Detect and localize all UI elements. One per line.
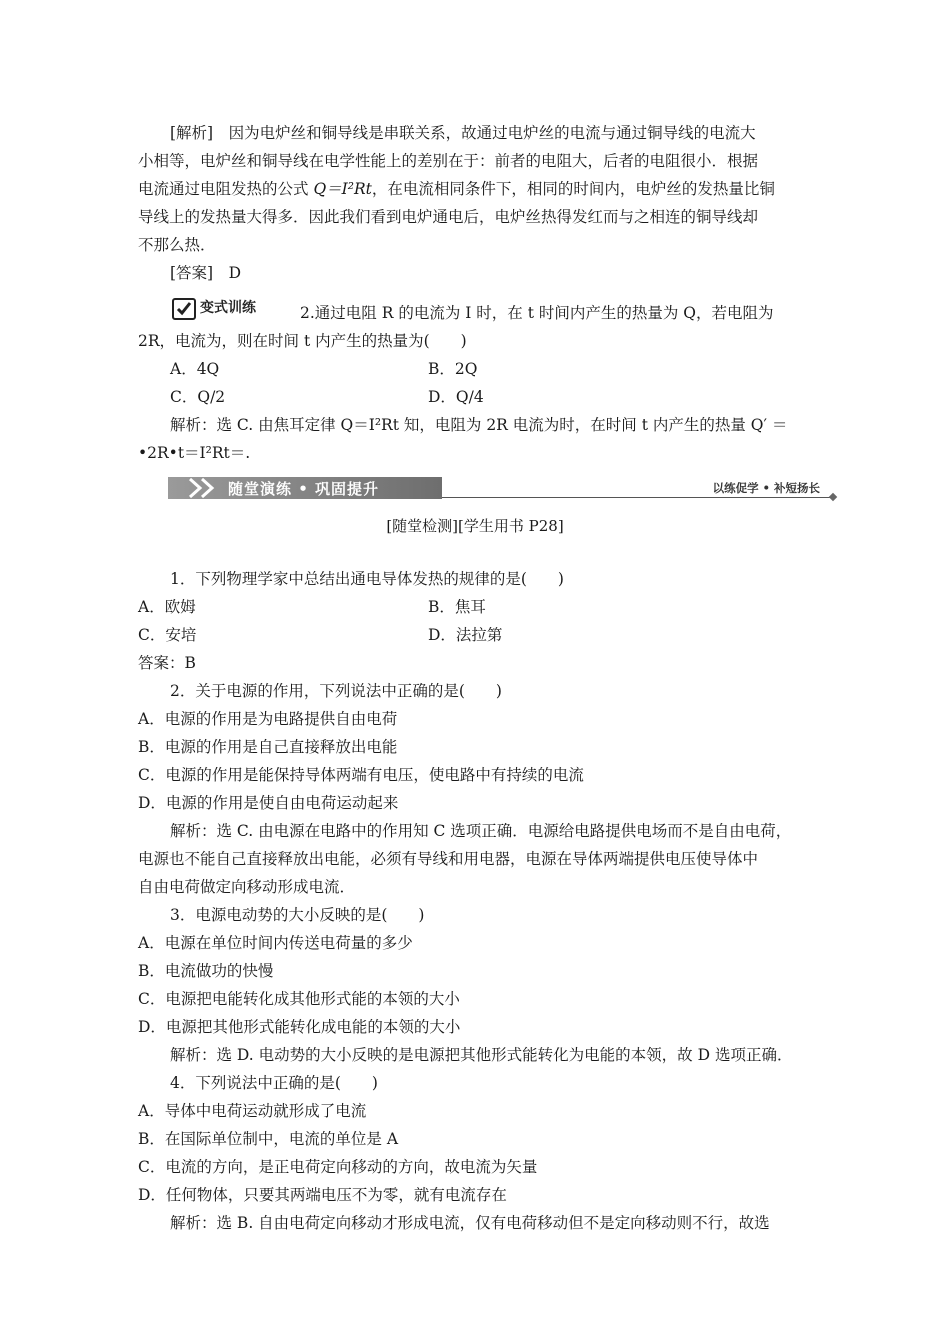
text-span: 电流通过电阻发热的公式 [138,180,314,198]
variant-question-line2: 2R，电流为，则在时间 t 内产生的热量为( ) [138,332,467,350]
q3-option-d: D．电源把其他形式能转化成电能的本领的大小 [138,1018,461,1036]
q2-option-b: B．电源的作用是自己直接释放出电能 [138,738,398,756]
q4-stem: 4．下列说法中正确的是( ) [170,1074,378,1092]
q4-option-d: D．任何物体，只要其两端电压不为零，就有电流存在 [138,1186,507,1204]
q3-option-b: B．电流做功的快慢 [138,962,274,980]
banner-bar [168,477,442,499]
diamond-icon [829,493,837,501]
analysis1-line2: 小相等，电炉丝和铜导线在电学性能上的差别在于：前者的电阻大，后者的电阻很小．根据 [138,152,759,170]
analysis1-line3 [138,179,818,199]
q3-solution: 解析：选 D. 电动势的大小反映的是电源把其他形式能转化为电能的本领，故 D 选项正确． [170,1046,793,1064]
q1-option-b: B．焦耳 [428,598,486,616]
q4-option-b: B．在国际单位制中，电流的单位是 A [138,1130,399,1148]
q1-option-c: C．安培 [138,626,197,644]
banner-title: 随堂演练 • 巩固提升 [228,480,380,498]
analysis1-answer: [答案] D [170,264,242,282]
q4-option-c: C．电流的方向，是正电荷定向移动的方向，故电流为矢量 [138,1158,538,1176]
q2-option-c: C．电源的作用是能保持导体两端有电压，使电路中有持续的电流 [138,766,584,784]
analysis1-line1: [解析] 因为电炉丝和铜导线是串联关系，故通过电炉丝的电流与通过铜导线的电流大 [170,124,756,142]
q3-stem: 3．电源电动势的大小反映的是( ) [170,906,425,924]
check-icon [172,298,196,320]
analysis1-line4: 导线上的发热量大得多．因此我们看到电炉通电后，电炉丝热得发红而与之相连的铜导线却 [138,208,759,226]
variant-badge [172,296,278,318]
q2-solution-line3: 自由电荷做定向移动形成电流． [138,878,356,896]
q1-option-a: A．欧姆 [138,598,196,616]
variant-question-line1: 2.通过电阻 R 的电流为 I 时，在 t 时间内产生的热量为 Q，若电阻为 [300,304,774,322]
section-banner [168,477,838,499]
variant-option-c: C．Q/2 [170,388,226,406]
q1-answer: 答案：B [138,654,196,672]
variant-badge-label: 变式训练 [200,300,256,316]
text-span: ，在电流相同条件下，相同的时间内，电炉丝的发热量比铜 [371,180,775,198]
formula-var: Q [313,180,327,198]
variant-option-d: D．Q/4 [428,388,484,406]
variant-solution-line1: 解析：选 C. 由焦耳定律 Q＝I²Rt 知，电阻为 2R 电流为时，在时间 t 内产生的热量 Q′ ＝ [170,416,788,434]
q2-stem: 2．关于电源的作用，下列说法中正确的是( ) [170,682,502,700]
q3-option-c: C．电源把电能转化成其他形式能的本领的大小 [138,990,460,1008]
q2-solution-line2: 电源也不能自己直接释放出电能，必须有导线和用电器，电源在导体两端提供电压使导体中 [138,850,759,868]
q2-option-d: D．电源的作用是使自由电荷运动起来 [138,794,399,812]
variant-option-a: A．4Q [170,360,220,378]
q4-option-a: A．导体中电荷运动就形成了电流 [138,1102,367,1120]
double-chevron-icon [186,477,226,499]
banner-underline [442,497,830,498]
variant-option-b: B．2Q [428,360,478,378]
section-reference: [随堂检测][学生用书 P28] [386,517,564,535]
q2-option-a: A．电源的作用是为电路提供自由电荷 [138,710,398,728]
q3-option-a: A．电源在单位时间内传送电荷量的多少 [138,934,413,952]
formula-rest: ＝I²Rt [326,180,372,198]
q2-solution-line1: 解析：选 C. 由电源在电路中的作用知 C 选项正确．电源给电路提供电场而不是自由电荷， [170,822,792,840]
q1-stem: 1．下列物理学家中总结出通电导体发热的规律的是( ) [170,570,564,588]
q4-solution: 解析：选 B. 自由电荷定向移动才形成电流，仅有电荷移动但不是定向移动则不行，故选 [170,1214,770,1232]
variant-solution-line2: •2R•t＝I²Rt＝. [138,444,251,462]
q1-option-d: D．法拉第 [428,626,503,644]
analysis1-line5: 不那么热． [138,236,216,254]
banner-slogan: 以练促学 • 补短扬长 [712,481,820,495]
